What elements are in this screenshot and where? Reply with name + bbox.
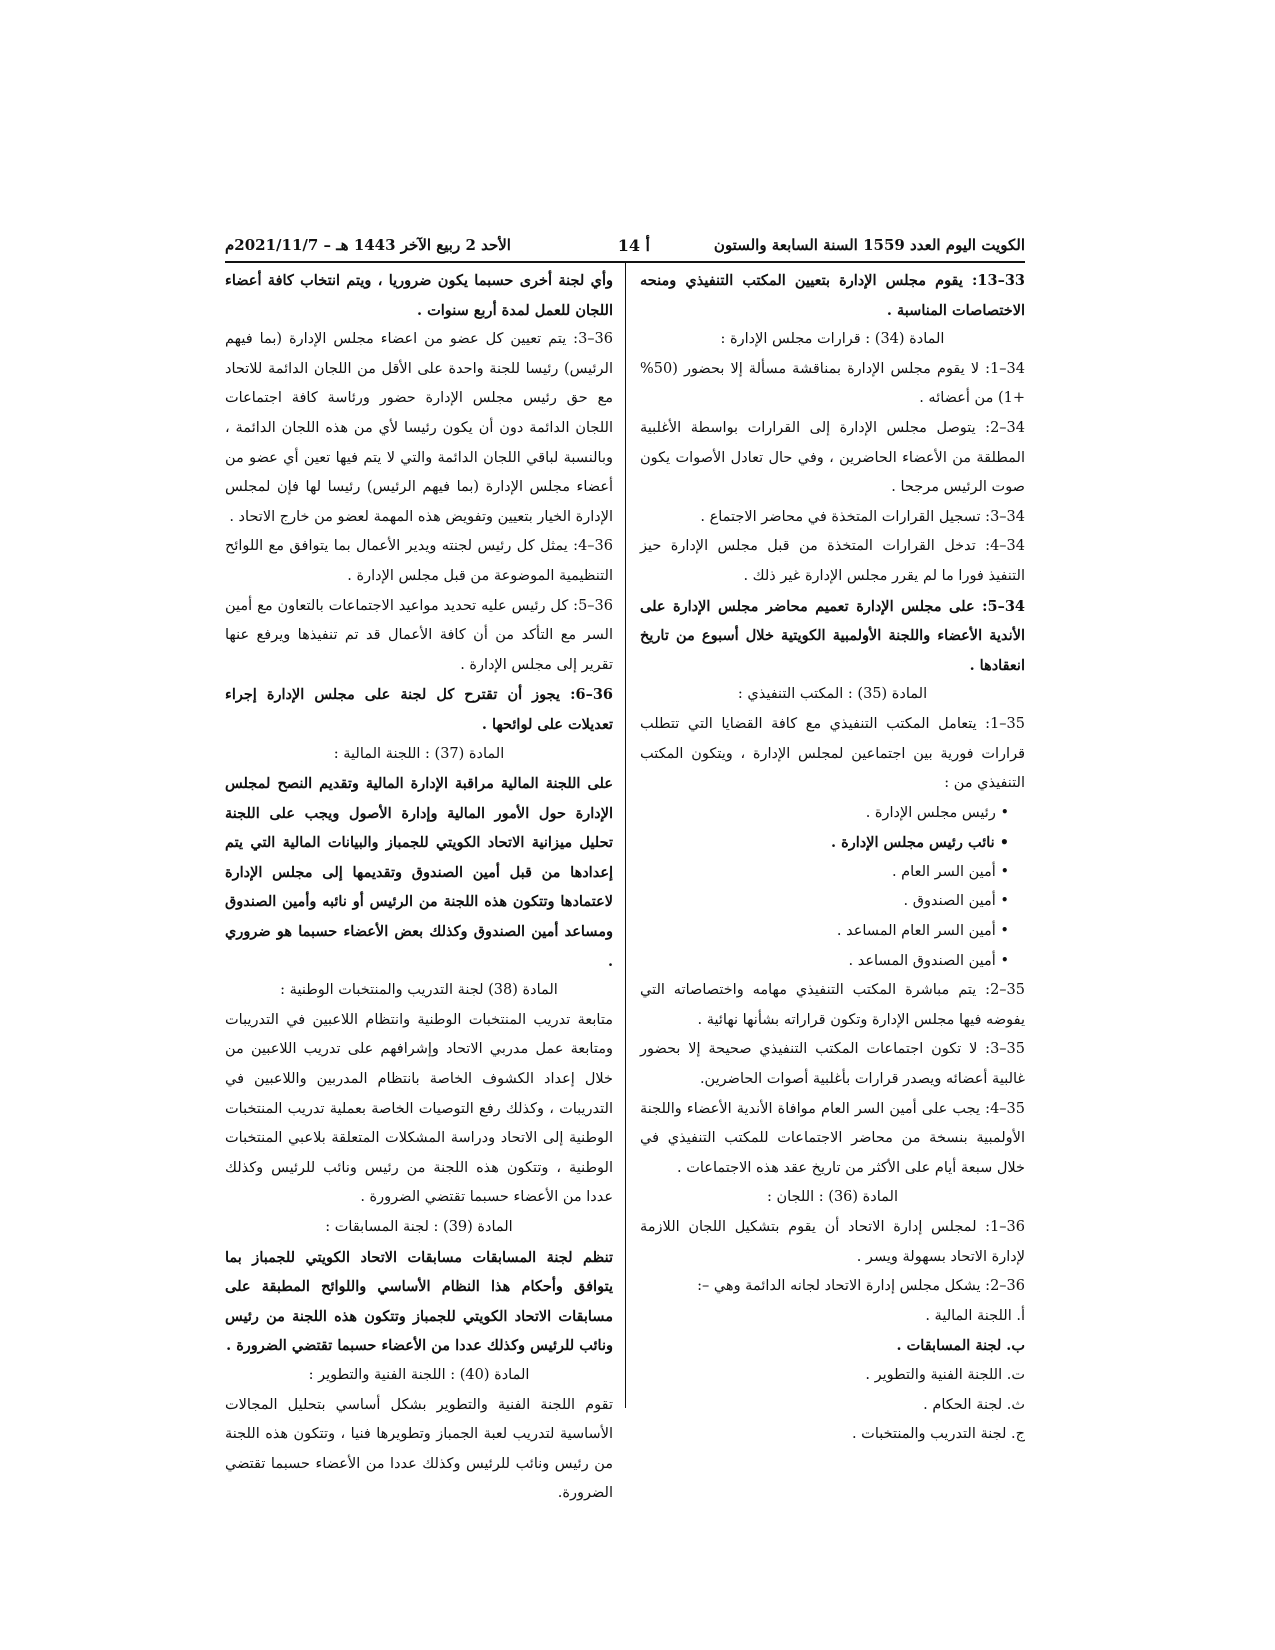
left-column bbox=[225, 266, 613, 1509]
paragraph: وأي لجنة أخرى حسبما يكون ضروريا ، ويتم انتخاب كافة أعضاء اللجان للعمل لمدة أربع سنوات . bbox=[225, 272, 613, 319]
paragraph: ج. لجنة التدريب والمنتخبات . bbox=[851, 1426, 1025, 1443]
paragraph: 34–3: تسجيل القرارات المتخذة في محاضر الاجتماع . bbox=[700, 508, 1025, 525]
paragraph: 34–1: لا يقوم مجلس الإدارة بمناقشة مسألة إلا بحضور (50% +1) من أعضائه . bbox=[640, 360, 1025, 407]
paragraph: • رئيس مجلس الإدارة . bbox=[865, 804, 1009, 821]
paragraph: أ. اللجنة المالية . bbox=[925, 1307, 1025, 1324]
article-heading: المادة (40) : اللجنة الفنية والتطوير : bbox=[308, 1366, 530, 1383]
paragraph: متابعة تدريب المنتخبات الوطنية وانتظام اللاعبين في التدريبات ومتابعة عمل مدربي الاتحاد وإشرافهم على تدريب اللاعبين من خلال إعداد الكشوف الخاصة بانتظام المدربين واللاعبين في التدريبات ، وكذلك رفع التوصيات الخاصة بعملية تدريب المنتخبات الوطنية إلى الاتحاد ودراسة المشكلات المتعلقة بلاعبي المنتخبات الوطنية ، وتتكون هذه اللجنة من رئيس ونائب للرئيس وكذلك عددا من الأعضاء حسبما تقتضي الضرورة . bbox=[225, 1011, 613, 1206]
article-heading: المادة (36) : اللجان : bbox=[767, 1189, 898, 1206]
paragraph: تنظم لجنة المسابقات مسابقات الاتحاد الكويتي للجمباز بما يتوافق وأحكام هذا النظام الأساسي واللوائح المطبقة على مسابقات الاتحاد الكويتي للجمباز وتتكون هذه اللجنة من رئيس ونائب للرئيس وكذلك عددا من الأعضاء حسبما تقتضي الضرورة . bbox=[225, 1248, 613, 1355]
article-heading: المادة (34) : قرارات مجلس الإدارة : bbox=[720, 331, 945, 348]
paragraph: 36–2: يشكل مجلس إدارة الاتحاد لجانه الدائمة وهي –: bbox=[697, 1278, 1025, 1295]
paragraph: 36–6: يجوز أن تقترح كل لجنة على مجلس الإدارة إجراء تعديلات على لوائحها . bbox=[225, 686, 613, 733]
column-divider bbox=[625, 263, 626, 1408]
paragraph: ت. اللجنة الفنية والتطوير . bbox=[865, 1366, 1025, 1383]
paragraph: 35–3: لا تكون اجتماعات المكتب التنفيذي صحيحة إلا بحضور غالبية أعضائه ويصدر قرارات بأغلبية أصوات الحاضرين. bbox=[640, 1041, 1025, 1088]
paragraph: 34–4: تدخل القرارات المتخذة من قبل مجلس الإدارة حيز التنفيذ فورا ما لم يقرر مجلس الإدارة غير ذلك . bbox=[640, 538, 1025, 584]
article-heading: المادة (37) : اللجنة المالية : bbox=[333, 745, 505, 762]
paragraph: 35–1: يتعامل المكتب التنفيذي مع كافة القضايا التي تتطلب قرارات فورية بين اجتماعين لمجلس الإدارة ، ويتكون المكتب التنفيذي من : bbox=[640, 715, 1025, 792]
paragraph: 35–2: يتم مباشرة المكتب التنفيذي مهامه واختصاصاته التي يفوضه فيها مجلس الإدارة وتكون قراراته بشأنها نهائية . bbox=[640, 982, 1025, 1028]
paragraph: • أمين الصندوق . bbox=[903, 893, 1009, 910]
paragraph: 34–5: على مجلس الإدارة تعميم محاضر مجلس الإدارة على الأندية الأعضاء واللجنة الأولمبية الكويتية خلال أسبوع من تاريخ انعقادها . bbox=[640, 597, 1025, 674]
paragraph: على اللجنة المالية مراقبة الإدارة المالية وتقديم النصح لمجلس الإدارة حول الأمور المالية وإدارة الأصول ويجب على اللجنة تحليل ميزانية الاتحاد الكويتي للجمباز والبيانات المالية التي يتم إعدادها من قبل أمين الصندوق وتقديمها إلى مجلس الإدارة لاعتمادها وتتكون هذه اللجنة من الرئيس أو نائبه وأمين الصندوق ومساعد أمين الصندوق وكذلك بعض الأعضاء حسبما هو ضروري . bbox=[225, 775, 613, 970]
paragraph: ب. لجنة المسابقات . bbox=[896, 1337, 1025, 1355]
paragraph: • نائب رئيس مجلس الإدارة . bbox=[831, 834, 1009, 852]
gazette-title: الكويت اليوم العدد 1559 السنة السابعة والستون bbox=[713, 236, 1025, 254]
paragraph: 36–1: لمجلس إدارة الاتحاد أن يقوم بتشكيل اللجان اللازمة لإدارة الاتحاد بسهولة ويسر . bbox=[640, 1219, 1025, 1265]
paragraph: • أمين السر العام المساعد . bbox=[836, 923, 1009, 940]
paragraph: تقوم اللجنة الفنية والتطوير بشكل أساسي بتحليل المجالات الأساسية لتدريب لعبة الجمباز وتطويرها فنيا ، وتتكون هذه اللجنة من رئيس ونائب للرئيس وكذلك عددا من الأعضاء حسبما تقتضي الضرورة. bbox=[225, 1396, 613, 1502]
article-heading: المادة (35) : المكتب التنفيذي : bbox=[737, 686, 928, 703]
paragraph: • أمين الصندوق المساعد . bbox=[848, 952, 1009, 969]
paragraph: 33–13: يقوم مجلس الإدارة بتعيين المكتب التنفيذي ومنحه الاختصاصات المناسبة . bbox=[640, 272, 1025, 319]
paragraph: 36–3: يتم تعيين كل عضو من اعضاء مجلس الإدارة (بما فيهم الرئيس) رئيسا للجنة واحدة على الأقل من اللجان الدائمة للاتحاد مع حق رئيس مجلس الإدارة حضور ورئاسة كافة اجتماعات اللجان الدائمة دون أن يكون رئيسا لأي من هذه اللجان الدائمة ، وبالنسبة لباقي اللجان الدائمة والتي لا يتم فيها تعين أي عضو من أعضاء مجلس الإدارة (بما فيهم الرئيس) رئيسا لها فإن لمجلس الإدارة الخيار بتعيين وتفويض هذه المهمة لعضو من خارج الاتحاد . bbox=[225, 331, 613, 525]
article-heading: المادة (39) : لجنة المسابقات : bbox=[325, 1219, 513, 1235]
right-column bbox=[640, 266, 1025, 1450]
paragraph: 34–2: يتوصل مجلس الإدارة إلى القرارات بواسطة الأغلبية المطلقة من الأعضاء الحاضرين ، وفي حال تعادل الأصوات يكون صوت الرئيس مرجحا . bbox=[640, 419, 1025, 496]
page-header bbox=[225, 236, 1025, 258]
issue-date: الأحد 2 ربيع الآخر 1443 هـ – 2021/11/7م bbox=[225, 236, 511, 254]
paragraph: • أمين السر العام . bbox=[891, 863, 1009, 880]
paragraph: 36–5: كل رئيس عليه تحديد مواعيد الاجتماعات بالتعاون مع أمين السر مع التأكد من أن كافة الأعمال قد تم تنفيذها ويرفع عنها تقرير إلى مجلس الإدارة . bbox=[225, 597, 613, 673]
paragraph: 36–4: يمثل كل رئيس لجنته ويدير الأعمال بما يتوافق مع اللوائح التنظيمية الموضوعة من قبل مجلس الإدارة . bbox=[225, 538, 613, 584]
paragraph: 35–4: يجب على أمين السر العام موافاة الأندية الأعضاء واللجنة الأولمبية بنسخة من محاضر الاجتماعات للمكتب التنفيذي في خلال سبعة أيام على الأكثر من تاريخ عقد هذه الاجتماعات . bbox=[640, 1100, 1025, 1176]
paragraph: ث. لجنة الحكام . bbox=[923, 1396, 1025, 1413]
page-number: أ 14 bbox=[617, 236, 650, 255]
article-heading: المادة (38) لجنة التدريب والمنتخبات الوطنية : bbox=[280, 982, 558, 999]
